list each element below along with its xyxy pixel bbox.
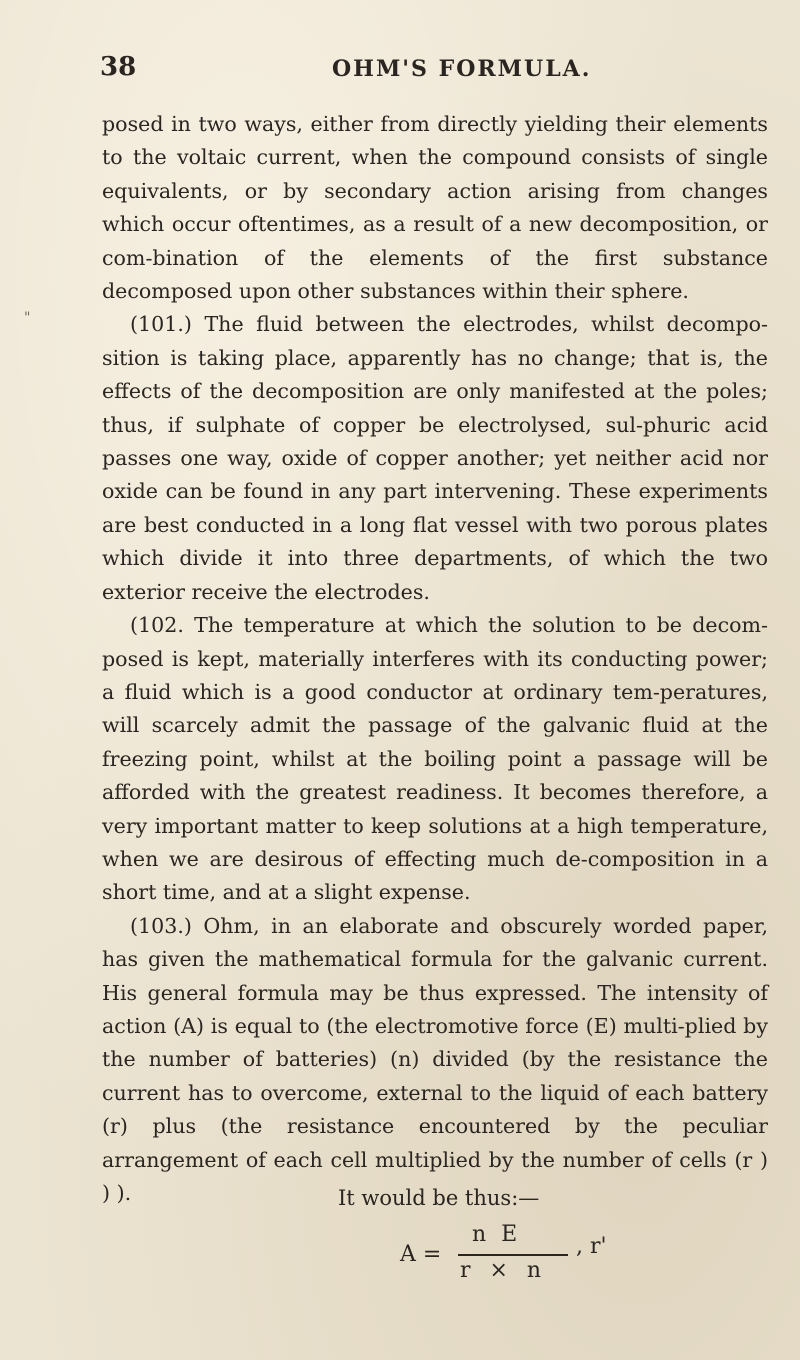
page-head-title: OHM'S FORMULA. (332, 56, 592, 82)
fraction-bar (458, 1254, 568, 1256)
paragraph-continuation: posed in two ways, either from directly yielding their elements to the voltaic current, when the compound consists of single equivalents, or by secondary action arising from changes which occur oftentimes, as a result of a new decomposition, or com-bination of the elements of the first substance decomposed upon other substances within their sphere. (102, 112, 768, 304)
formula-intro: It would be thus:— (338, 1186, 540, 1210)
paragraph-102: (102. The temperature at which the solution to be decom-posed is kept, materially interferes with its conducting power; a fluid which is a good conductor at ordinary tem-peratures, will scarcely admit the passage of the galvanic fluid at the freezing point, whilst at the boiling point a passage will be afforded with the greatest readiness. It becomes therefore, a very important matter to keep solutions at a high temperature, when we are desirous of effecting much de-composition in a short time, and at a slight expense. (102, 613, 768, 905)
formula-lhs: A = (400, 1242, 442, 1267)
running-head (100, 52, 780, 92)
paragraph-103: (103.) Ohm, in an elaborate and obscurely worded paper, has given the mathematical formula for the galvanic current. His general formula may be thus expressed. The intensity of action (A) is equal to (the electromotive force (E) multi-plied by the number of batteries) (n) divided (by the resistance the current has to overcome, external to the liquid of each battery (r) plus (the resistance encountered by the peculiar arrangement of each cell multiplied by the number of cells (r ) ) ). (102, 913, 768, 1205)
formula-right: , r' (576, 1234, 607, 1259)
body-text (102, 108, 768, 1210)
formula-numerator: n E (472, 1222, 522, 1247)
paragraph-101: (101.) The fluid between the electrodes, whilst decompo-sition is taking place, apparently has no change; that is, the effects of the decomposition are only manifested at the poles; thus, if sulphate of copper be electrolysed, sul-phuric acid passes one way, oxide of copper another; yet neither acid nor oxide can be found in any part intervening. These experiments are best conducted in a long flat vessel with two porous plates which divide it into three departments, of which the two exterior receive the electrodes. (102, 312, 768, 604)
margin-mark: " (24, 310, 31, 326)
formula-denominator: r × n (460, 1258, 548, 1283)
ohm-formula (400, 1218, 620, 1298)
page-number: 38 (100, 52, 137, 82)
